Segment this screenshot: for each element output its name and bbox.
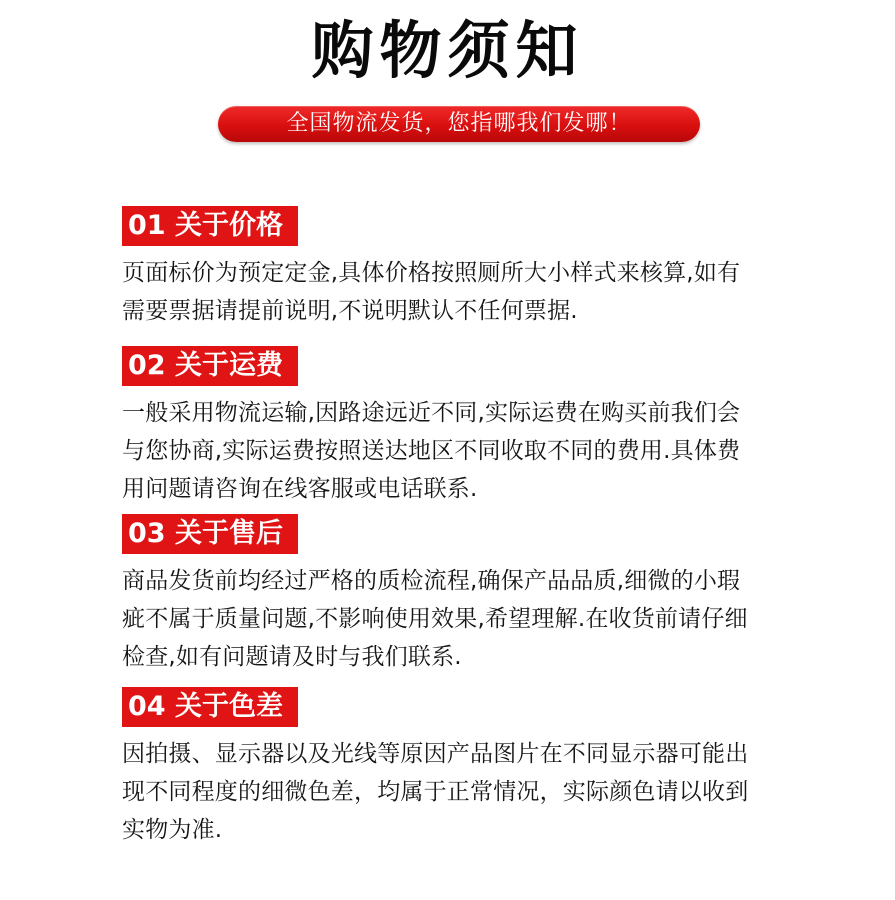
body-line: 与您协商,实际运费按照送达地区不同收取不同的费用.具体费 (122, 438, 741, 464)
section-body-color-difference (122, 735, 802, 849)
body-line: 一般采用物流运输,因路途远近不同,实际运费在购买前我们会 (122, 400, 741, 426)
body-line: 检查,如有问题请及时与我们联系. (122, 644, 462, 670)
section-body-after-sales (122, 562, 802, 676)
section-after-sales (122, 514, 802, 676)
body-line: 现不同程度的细微色差，均属于正常情况，实际颜色请以收到 (122, 779, 749, 805)
body-line: 因拍摄、显示器以及光线等原因产品图片在不同显示器可能出 (122, 741, 749, 767)
body-line: 商品发货前均经过严格的质检流程,确保产品品质,细微的小瑕 (122, 568, 741, 594)
body-line: 页面标价为预定定金,具体价格按照厕所大小样式来核算,如有 (122, 260, 741, 286)
body-line: 需要票据请提前说明,不说明默认不任何票据. (122, 298, 578, 324)
section-tag-after-sales: 03 关于售后 (122, 514, 298, 554)
shipping-banner: 全国物流发货，您指哪我们发哪！ (218, 106, 700, 142)
section-tag-shipping: 02 关于运费 (122, 346, 298, 386)
section-shipping (122, 346, 802, 508)
page-title: 购物须知 (311, 14, 584, 87)
section-price (122, 206, 802, 330)
section-color-difference (122, 687, 802, 849)
section-tag-color-difference: 04 关于色差 (122, 687, 298, 727)
section-tag-price: 01 关于价格 (122, 206, 298, 246)
body-line: 疵不属于质量问题,不影响使用效果,希望理解.在收货前请仔细 (122, 606, 748, 632)
body-line: 用问题请咨询在线客服或电话联系. (122, 476, 478, 502)
section-body-shipping (122, 394, 802, 508)
section-body-price (122, 254, 802, 330)
body-line: 实物为准. (122, 817, 223, 843)
